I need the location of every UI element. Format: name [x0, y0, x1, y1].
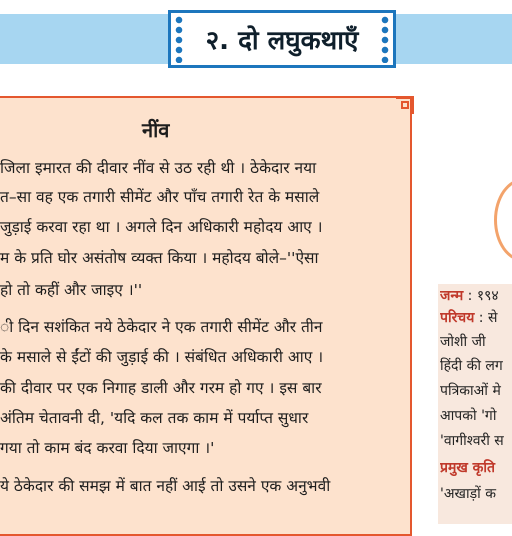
works-value: 'अखाड़ों क	[440, 486, 496, 502]
decorative-border-icon	[379, 15, 391, 63]
story-line: ी दिन सशंकित नये ठेकेदार ने एक तगारी सीमेंट और तीन	[0, 318, 323, 336]
author-text-line: हिंदी की लग	[440, 358, 503, 374]
story-line: की दीवार पर एक निगाह डाली और गरम हो गए । इस बार	[0, 379, 322, 397]
story-line: अंतिम चेतावनी दी, 'यदि कल तक काम में पर्याप्त सुधार	[0, 409, 309, 427]
corner-ornament-inner-icon	[401, 101, 409, 109]
story-title: नींव	[142, 118, 170, 142]
story-line: हो तो कहीं और जाइए ।''	[0, 281, 143, 299]
decorative-border-icon	[173, 15, 185, 63]
works-label: प्रमुख कृति	[440, 460, 496, 476]
intro-label: परिचय	[440, 310, 475, 326]
story-line: म के प्रति घोर असंतोष व्यक्त किया । महोदय बोले–''ऐसा	[0, 249, 319, 267]
author-text-line: पत्रिकाओं मे	[440, 383, 501, 399]
chapter-title: २. दो लघुकथाएँ	[205, 26, 359, 56]
author-photo-frame	[494, 178, 512, 262]
birth-label: जन्म	[440, 288, 464, 304]
author-text-line: 'वागीश्वरी स	[440, 433, 504, 449]
story-line: ये ठेकेदार की समझ में बात नहीं आई तो उसने एक अनुभवी	[0, 477, 331, 495]
birth-row	[440, 286, 512, 305]
author-text-line: आपको 'गो	[440, 408, 497, 424]
intro-value: : से	[474, 310, 498, 326]
story-line: त–सा वह एक तगारी सीमेंट और पाँच तगारी रेत के मसाले	[0, 188, 320, 206]
intro-row	[440, 308, 512, 327]
story-line: के मसाले से ईंटों की जुड़ाई की । संबंधित अधिकारी आए ।	[0, 348, 324, 366]
chapter-title-box	[168, 10, 396, 68]
birth-value: : १९४	[463, 288, 499, 304]
story-line: गया तो काम बंद करवा दिया जाएगा ।'	[0, 439, 215, 457]
story-line: जुड़ाई करवा रहा था । अगले दिन अधिकारी महोदय आए ।	[0, 218, 323, 236]
story-line: जिला इमारत की दीवार नींव से उठ रही थी । ठेकेदार नया	[0, 159, 317, 177]
author-text-line: जोशी जी	[440, 334, 486, 350]
